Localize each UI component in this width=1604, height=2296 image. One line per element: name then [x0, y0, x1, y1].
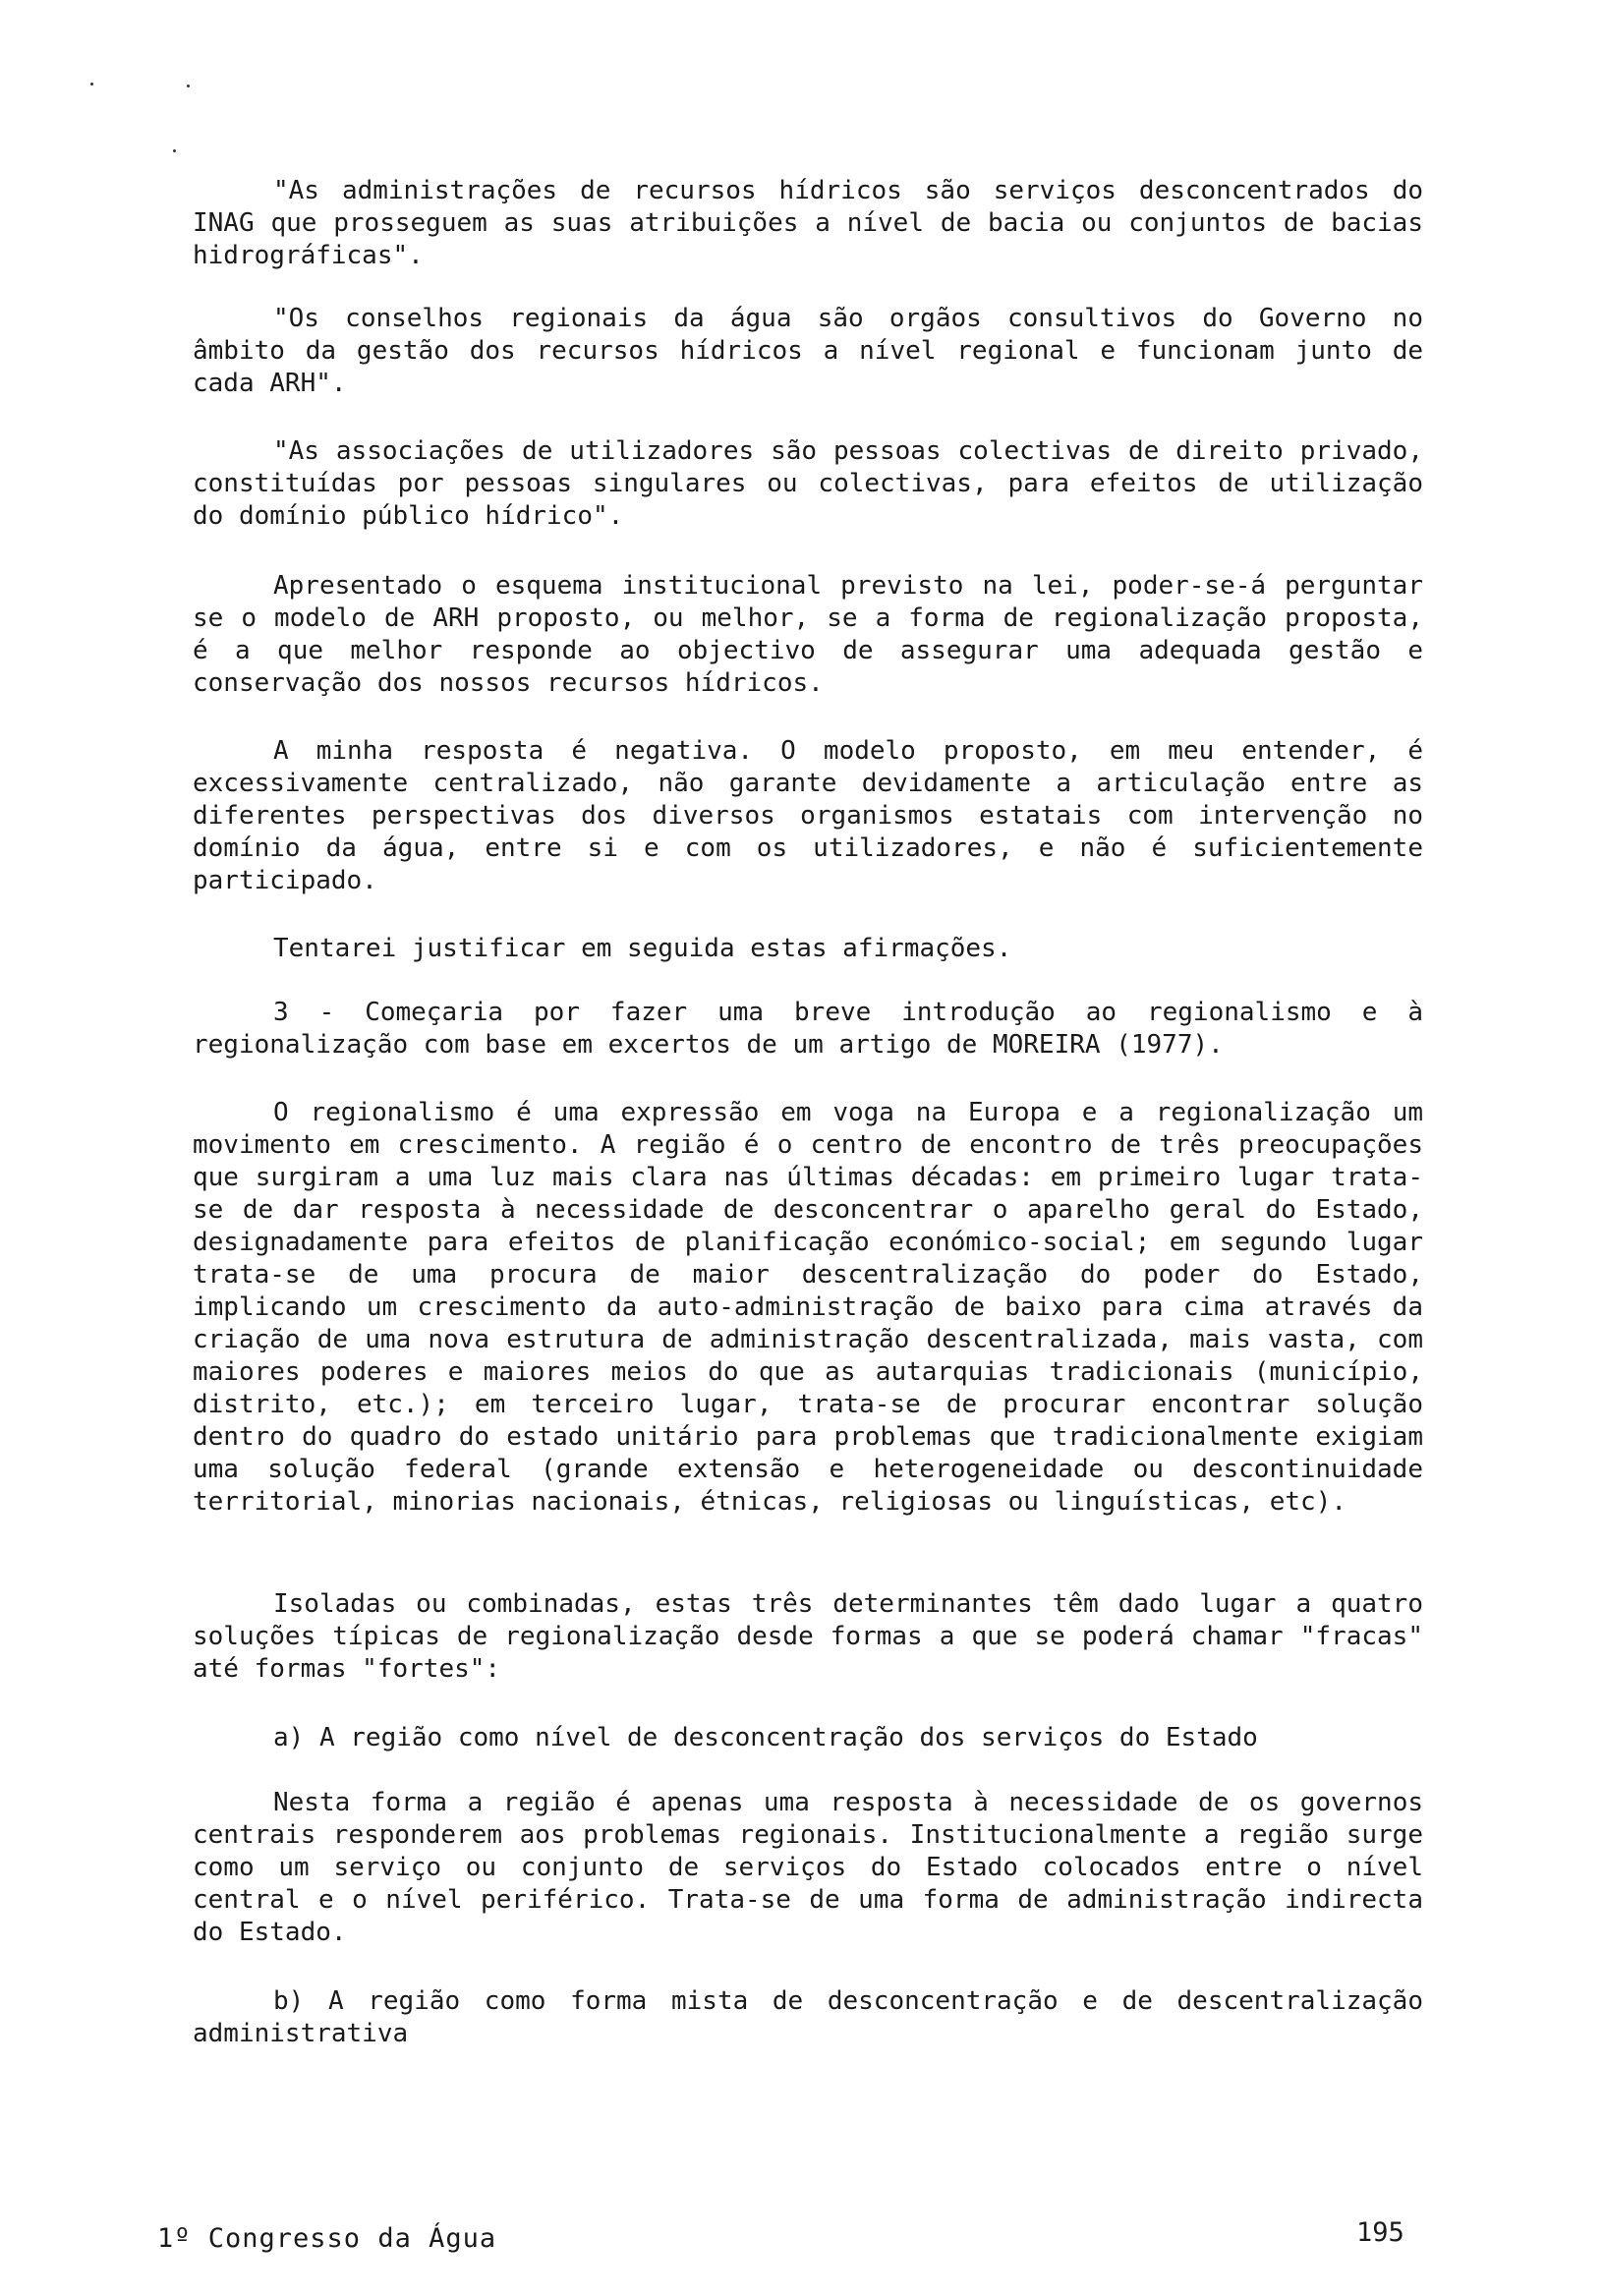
- scan-speck: [173, 149, 176, 152]
- section-3-paragraph: 3 - Começaria por fazer uma breve introdução ao regionalismo e à regionalização com base em excertos de um artigo de MOREIRA (1977).: [193, 998, 1423, 1060]
- quote-arh-paragraph: "As administrações de recursos hídricos são serviços desconcentrados do INAG que prosseguem as suas atribuições a nível de bacia ou conjuntos de bacias hidrográficas".: [193, 176, 1423, 270]
- forma-a-paragraph: Nesta forma a região é apenas uma resposta à necessidade de os governos centrais responderem aos problemas regionais. Institucionalmente a região surge como um serviço ou conjunto de serviços do Estado colocados entre o nível central e o nível periférico. Trata-se de uma forma de administração indirecta do Estado.: [193, 1788, 1423, 1947]
- scan-speck: [90, 83, 93, 86]
- regionalismo-paragraph: O regionalismo é uma expressão em voga na Europa e a regionalização um movimento em crescimento. A região é o centro de encontro de três preocupações que surgiram a uma luz mais clara nas últimas décadas: em primeiro lugar trata-se de dar resposta à necessidade de desconcentrar o aparelho geral do Estado, designadamente para efeitos de planificação económico-social; em segundo lugar trata-se de uma procura de maior descentralização do poder do Estado, implicando um crescimento da auto-administração de baixo para cima através da criação de uma nova estrutura de administração descentralizada, mais vasta, com maiores poderes e maiores meios do que as autarquias tradicionais (município, distrito, etc.); em terceiro lugar, trata-se de procurar encontrar solução dentro do quadro do estado unitário para problemas que tradicionalmente exigiam uma solução federal (grande extensão e heterogeneidade ou descontinuidade territorial, minorias nacionais, étnicas, religiosas ou linguísticas, etc).: [193, 1098, 1423, 1517]
- quote-conselhos-paragraph: "Os conselhos regionais da água são orgãos consultivos do Governo no âmbito da gestão dos recursos hídricos a nível regional e funcionam junto de cada ARH".: [193, 304, 1423, 398]
- question-paragraph: Apresentado o esquema institucional previsto na lei, poder-se-á perguntar se o modelo de ARH proposto, ou melhor, se a forma de regionalização proposta, é a que melhor responde ao objectivo de assegurar uma adequada gestão e conservação dos nossos recursos hídricos.: [193, 571, 1423, 698]
- scan-speck: [187, 85, 190, 87]
- page-number: 195: [1356, 2217, 1404, 2248]
- answer-paragraph: A minha resposta é negativa. O modelo proposto, em meu entender, é excessivamente centralizado, não garante devidamente a articulação entre as diferentes perspectivas dos diversos organismos estatais com intervenção no domínio da água, entre si e com os utilizadores, e não é suficientemente participado.: [193, 736, 1423, 895]
- determinantes-paragraph: Isoladas ou combinadas, estas três determinantes têm dado lugar a quatro soluções típicas de regionalização desde formas a que se poderá chamar "fracas" até formas "fortes":: [193, 1589, 1423, 1684]
- justify-paragraph: Tentarei justificar em seguida estas afirmações.: [273, 934, 1012, 963]
- footer-conference-title: 1º Congresso da Água: [157, 2223, 497, 2254]
- subheading-a: a) A região como nível de desconcentração dos serviços do Estado: [273, 1723, 1258, 1752]
- subheading-b: b) A região como forma mista de desconcentração e de descentralização administrativa: [193, 1986, 1423, 2048]
- quote-associacoes-paragraph: "As associações de utilizadores são pessoas colectivas de direito privado, constituídas por pessoas singulares ou colectivas, para efeitos de utilização do domínio público hídrico".: [193, 436, 1423, 531]
